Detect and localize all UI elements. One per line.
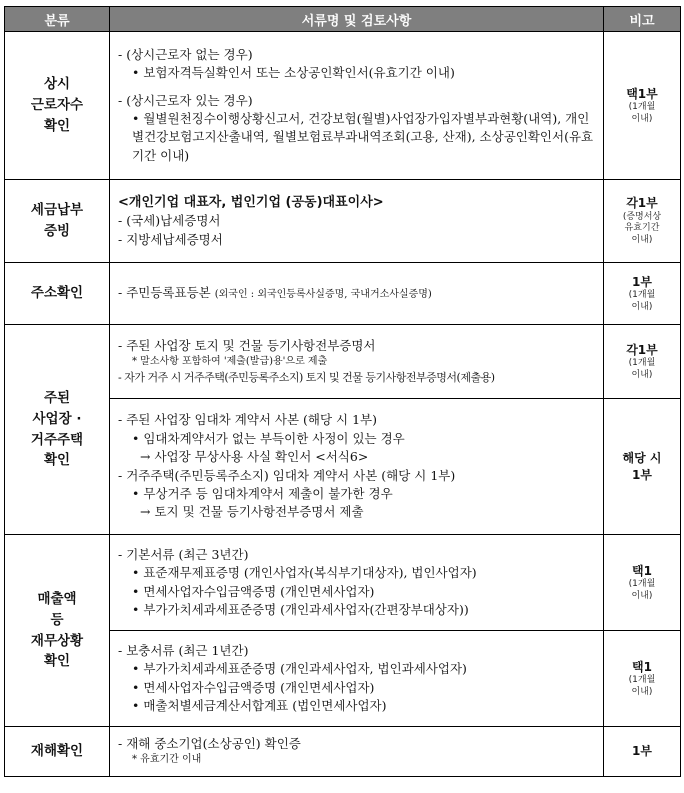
documents-business-owned: - 주된 사업장 토지 및 건물 등기사항전부증명서 * 말소사항 포함하여 '제출(발급)용'으로 제출 - 자가 거주 시 거주주택(주민등록주소지) 토지 및 건물 등기사항전부증명서(제출용): [110, 325, 604, 399]
note-disaster: 1부: [604, 727, 681, 777]
row-employment: [5, 32, 681, 180]
none-item: • 보험자격득실확인서 또는 소상공인확인서(유효기간 이내): [132, 65, 455, 81]
none-case: - (상시근로자 없는 경우): [118, 46, 253, 62]
category-address: 주소확인: [5, 263, 110, 325]
row-address: [5, 263, 681, 325]
category-sales: 매출액 등 재무상황 확인: [5, 535, 110, 727]
note-address: 1부 (1개월 이내): [604, 263, 681, 325]
header-category: 분류: [5, 7, 110, 32]
has-item: • 월별원천징수이행상황신고서, 건강보험(월별)사업장가입자별부과현황(내역), 개인별건강보험고지산출내역, 월별보험료부과내역조회(고용, 산재), 소상공인확인서(유효기간 이내): [132, 111, 594, 163]
category-disaster: 재해확인: [5, 727, 110, 777]
address-item-foreigner: (외국인 : 외국인등록사실증명, 국내거소사실증명): [214, 289, 432, 301]
tax-item-national: - (국세)납세증명서: [118, 213, 221, 229]
document-requirements-table: [4, 6, 681, 777]
table-header-row: [5, 7, 681, 32]
documents-sales-supplementary: - 보충서류 (최근 1년간) • 부가가치세과세표준증명 (개인과세사업자, 법인과세사업자) • 면세사업자수입금액증명 (개인면세사업자) • 매출처별세금계산서합계표 (법인면세사업자): [110, 631, 604, 727]
header-documents: 서류명 및 검토사항: [110, 7, 604, 32]
documents-employment: [110, 32, 604, 180]
documents-disaster: - 재해 중소기업(소상공인) 확인증 * 유효기간 이내: [110, 727, 604, 777]
tax-item-local: - 지방세납세증명서: [118, 231, 223, 247]
category-tax: 세금납부 증빙: [5, 180, 110, 263]
row-disaster: [5, 727, 681, 777]
note-sales-supplementary: 택1 (1개월 이내): [604, 631, 681, 727]
category-employment: 상시 근로자수 확인: [5, 32, 110, 180]
note-employment: 택1부 (1개월 이내): [604, 32, 681, 180]
note-business-leased: 해당 시 1부: [604, 399, 681, 535]
tax-heading: <개인기업 대표자, 법인기업 (공동)대표이사>: [118, 195, 384, 211]
documents-address: [110, 263, 604, 325]
has-case: - (상시근로자 있는 경우): [118, 92, 253, 108]
row-business-owned: [5, 325, 681, 399]
note-tax: 각1부 (증명서상 유효기간 이내): [604, 180, 681, 263]
category-business: 주된 사업장 · 거주주택 확인: [5, 325, 110, 535]
header-note: 비고: [604, 7, 681, 32]
address-item: - 주민등록표등본: [118, 285, 211, 301]
note-business-owned: 각1부 (1개월 이내): [604, 325, 681, 399]
row-tax: [5, 180, 681, 263]
documents-tax: [110, 180, 604, 263]
note-sales-basic: 택1 (1개월 이내): [604, 535, 681, 631]
documents-business-leased: - 주된 사업장 임대차 계약서 사본 (해당 시 1부) • 임대차계약서가 없는 부득이한 사정이 있는 경우 → 사업장 무상사용 사실 확인서 <서식6> - 거주주택(주민등록주소지) 임대차 계약서 사본 (해당 시 1부) • 무상거주 등 임대차계약서 제출이 불가한 경우 → 토지 및 건물 등기사항전부증명서 제출: [110, 399, 604, 535]
row-sales-basic: [5, 535, 681, 631]
documents-sales-basic: - 기본서류 (최근 3년간) • 표준재무제표증명 (개인사업자(복식부기대상자), 법인사업자) • 면세사업자수입금액증명 (개인면세사업자) • 부가가치세과세표준증명 (개인과세사업자(간편장부대상자)): [110, 535, 604, 631]
